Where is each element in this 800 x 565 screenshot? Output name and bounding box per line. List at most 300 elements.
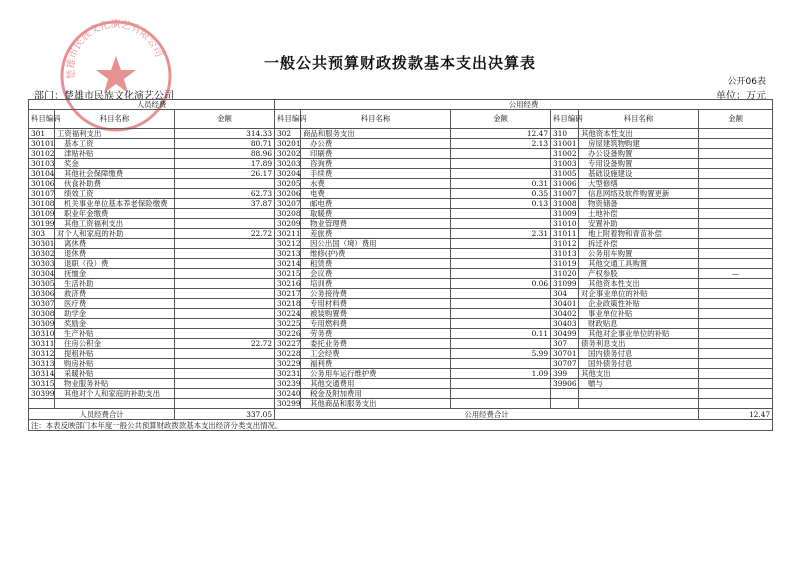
cell-amount-2: [451, 339, 551, 349]
table-row: [29, 229, 773, 239]
cell-name-1: 工资福利支出: [55, 129, 175, 139]
cell-code-1: [29, 399, 55, 409]
cell-name-1: 基本工资: [55, 139, 175, 149]
cell-amount-1: 314.33: [175, 129, 275, 139]
cell-code-1: 30302: [29, 249, 55, 259]
cell-amount-3: [699, 199, 773, 209]
cell-name-3: 基础设施建设: [579, 169, 699, 179]
cell-name-3: 地上附着物和青苗补偿: [579, 229, 699, 239]
table-row: [29, 389, 773, 399]
cell-code-1: 30101: [29, 139, 55, 149]
cell-name-1: 物业服务补贴: [55, 379, 175, 389]
cell-name-2: 电费: [301, 189, 451, 199]
cell-amount-1: 22.72: [175, 339, 275, 349]
cell-code-3: 31006: [551, 179, 579, 189]
cell-code-3: 399: [551, 369, 579, 379]
cell-amount-3: [699, 399, 773, 409]
cell-name-1: 医疗费: [55, 299, 175, 309]
table-row: [29, 149, 773, 159]
cell-code-1: 30306: [29, 289, 55, 299]
table-row: [29, 139, 773, 149]
cell-name-1: 救济费: [55, 289, 175, 299]
cell-amount-3: [699, 249, 773, 259]
cell-name-3: 其他资本性支出: [579, 129, 699, 139]
cell-amount-1: 17.89: [175, 159, 275, 169]
cell-amount-1: [175, 329, 275, 339]
cell-name-3: 赠与: [579, 379, 699, 389]
cell-amount-2: 12.47: [451, 129, 551, 139]
cell-name-1: 机关事业单位基本养老保险缴费: [55, 199, 175, 209]
cell-amount-2: 0.06: [451, 279, 551, 289]
cell-amount-1: [175, 259, 275, 269]
cell-name-1: 抚恤金: [55, 269, 175, 279]
note-row: [29, 420, 773, 431]
cell-code-2: 30299: [275, 399, 301, 409]
cell-name-3: 财政贴息: [579, 319, 699, 329]
header-amount-1: 金额: [175, 110, 275, 129]
cell-amount-2: [451, 309, 551, 319]
cell-name-2: 物业管理费: [301, 219, 451, 229]
cell-amount-1: [175, 179, 275, 189]
public-group-header: 公用经费: [275, 100, 773, 110]
cell-amount-2: [451, 289, 551, 299]
table-row: [29, 169, 773, 179]
cell-name-2: 培训费: [301, 279, 451, 289]
cell-name-1: 对个人和家庭的补助: [55, 229, 175, 239]
header-code-3: 科目编码: [551, 110, 579, 129]
cell-amount-3: [699, 219, 773, 229]
cell-amount-2: [451, 389, 551, 399]
cell-amount-2: 2.31: [451, 229, 551, 239]
cell-amount-2: [451, 399, 551, 409]
cell-amount-1: [175, 319, 275, 329]
cell-amount-3: [699, 379, 773, 389]
cell-code-1: 30109: [29, 209, 55, 219]
cell-name-2: 劳务费: [301, 329, 451, 339]
cell-amount-1: 26.17: [175, 169, 275, 179]
cell-code-3: 30401: [551, 299, 579, 309]
cell-amount-3: [699, 259, 773, 269]
cell-code-1: 30108: [29, 199, 55, 209]
cell-code-2: 30218: [275, 299, 301, 309]
cell-amount-3: [699, 169, 773, 179]
cell-code-3: 31005: [551, 169, 579, 179]
cell-amount-3: [699, 309, 773, 319]
cell-code-1: 30309: [29, 319, 55, 329]
cell-name-2: 其他交通费用: [301, 379, 451, 389]
cell-name-3: 物资储备: [579, 199, 699, 209]
cell-name-2: 福利费: [301, 359, 451, 369]
cell-name-3: 其他对企事业单位的补贴: [579, 329, 699, 339]
cell-code-1: 30313: [29, 359, 55, 369]
header-code-2: 科目编码: [275, 110, 301, 129]
cell-code-2: 30211: [275, 229, 301, 239]
personnel-total-label: 人员经费合计: [29, 409, 175, 420]
cell-amount-1: [175, 279, 275, 289]
cell-amount-2: [451, 319, 551, 329]
cell-amount-2: 5.99: [451, 349, 551, 359]
cell-name-3: 安置补助: [579, 219, 699, 229]
cell-amount-2: [451, 239, 551, 249]
cell-amount-3: [699, 129, 773, 139]
cell-amount-3: [699, 189, 773, 199]
cell-name-3: 其他支出: [579, 369, 699, 379]
cell-amount-1: [175, 249, 275, 259]
cell-name-3: 其他交通工具购置: [579, 259, 699, 269]
cell-amount-2: [451, 359, 551, 369]
cell-amount-3: [699, 359, 773, 369]
cell-code-2: 30203: [275, 159, 301, 169]
cell-code-1: 30103: [29, 159, 55, 169]
cell-code-3: 31012: [551, 239, 579, 249]
cell-name-2: 公务用车运行维护费: [301, 369, 451, 379]
cell-code-1: 30106: [29, 179, 55, 189]
cell-amount-2: [451, 269, 551, 279]
cell-amount-3: [699, 179, 773, 189]
cell-name-2: 印刷费: [301, 149, 451, 159]
cell-code-2: 30227: [275, 339, 301, 349]
table-row: [29, 199, 773, 209]
table-row: [29, 249, 773, 259]
cell-amount-1: [175, 219, 275, 229]
cell-code-3: [551, 399, 579, 409]
cell-name-1: 购房补贴: [55, 359, 175, 369]
header-name-1: 科目名称: [55, 110, 175, 129]
cell-code-3: 31011: [551, 229, 579, 239]
department-label: 部门：: [34, 91, 64, 102]
cell-name-2: 被装购置费: [301, 309, 451, 319]
cell-name-1: 奖金: [55, 159, 175, 169]
cell-name-3: 产权参股: [579, 269, 699, 279]
cell-name-1: 住房公积金: [55, 339, 175, 349]
cell-amount-1: [175, 269, 275, 279]
cell-amount-1: 88.96: [175, 149, 275, 159]
cell-name-1: 生活补助: [55, 279, 175, 289]
cell-code-2: 30212: [275, 239, 301, 249]
expenditure-table: [28, 99, 773, 431]
cell-name-2: 专用燃料费: [301, 319, 451, 329]
cell-name-1: 离休费: [55, 239, 175, 249]
cell-amount-1: [175, 399, 275, 409]
cell-amount-3: [699, 299, 773, 309]
cell-code-1: 30307: [29, 299, 55, 309]
cell-amount-2: [451, 299, 551, 309]
table-row: [29, 359, 773, 369]
cell-name-3: 国内债务付息: [579, 349, 699, 359]
cell-code-1: 30107: [29, 189, 55, 199]
cell-code-3: 310: [551, 129, 579, 139]
cell-name-1: 津贴补贴: [55, 149, 175, 159]
table-row: [29, 219, 773, 229]
cell-code-2: 30231: [275, 369, 301, 379]
cell-code-2: 30215: [275, 269, 301, 279]
cell-code-2: 30225: [275, 319, 301, 329]
cell-name-3: 国外债务付息: [579, 359, 699, 369]
cell-name-1: 伙食补助费: [55, 179, 175, 189]
cell-amount-1: 62.73: [175, 189, 275, 199]
cell-name-2: 专用材料费: [301, 299, 451, 309]
cell-code-2: 30209: [275, 219, 301, 229]
cell-name-1: 采暖补贴: [55, 369, 175, 379]
cell-amount-1: [175, 379, 275, 389]
cell-amount-1: 22.72: [175, 229, 275, 239]
cell-name-2: 邮电费: [301, 199, 451, 209]
cell-name-3: 土地补偿: [579, 209, 699, 219]
header-name-2: 科目名称: [301, 110, 451, 129]
cell-code-2: 30240: [275, 389, 301, 399]
cell-name-1: 其他社会保障缴费: [55, 169, 175, 179]
cell-amount-2: [451, 209, 551, 219]
table-row: [29, 299, 773, 309]
cell-amount-1: [175, 389, 275, 399]
cell-code-3: 30499: [551, 329, 579, 339]
cell-code-2: 30217: [275, 289, 301, 299]
table-code: 公开06表: [727, 77, 766, 87]
cell-amount-3: [699, 239, 773, 249]
cell-code-1: 30310: [29, 329, 55, 339]
cell-name-3: 公务用车购置: [579, 249, 699, 259]
cell-amount-2: [451, 219, 551, 229]
cell-code-1: 30104: [29, 169, 55, 179]
cell-code-2: 30224: [275, 309, 301, 319]
cell-name-3: 事业单位补贴: [579, 309, 699, 319]
cell-code-2: 30205: [275, 179, 301, 189]
table-row: [29, 369, 773, 379]
cell-code-2: 30216: [275, 279, 301, 289]
cell-name-2: 其他商品和服务支出: [301, 399, 451, 409]
cell-amount-1: [175, 309, 275, 319]
table-row: [29, 239, 773, 249]
unit-label: 单位：万元: [716, 91, 766, 102]
public-total-label: 公用经费合计: [275, 409, 699, 420]
cell-name-3: 企业政策性补贴: [579, 299, 699, 309]
table-row: [29, 179, 773, 189]
cell-code-2: 30239: [275, 379, 301, 389]
cell-name-1: 助学金: [55, 309, 175, 319]
cell-code-3: 31009: [551, 209, 579, 219]
cell-code-3: 31099: [551, 279, 579, 289]
cell-code-3: 31013: [551, 249, 579, 259]
cell-name-2: 税金及附加费用: [301, 389, 451, 399]
cell-code-3: 307: [551, 339, 579, 349]
cell-code-3: 31001: [551, 139, 579, 149]
cell-code-2: 30208: [275, 209, 301, 219]
cell-code-1: 30199: [29, 219, 55, 229]
cell-code-1: 30305: [29, 279, 55, 289]
cell-amount-2: 0.11: [451, 329, 551, 339]
cell-amount-1: 37.87: [175, 199, 275, 209]
cell-amount-1: [175, 349, 275, 359]
cell-amount-1: [175, 209, 275, 219]
cell-code-3: 31008: [551, 199, 579, 209]
table-row: [29, 259, 773, 269]
cell-name-2: 租赁费: [301, 259, 451, 269]
cell-code-3: 31019: [551, 259, 579, 269]
cell-code-1: 30399: [29, 389, 55, 399]
cell-code-2: 30204: [275, 169, 301, 179]
table-row: [29, 209, 773, 219]
cell-name-2: 差旅费: [301, 229, 451, 239]
cell-code-3: 31003: [551, 159, 579, 169]
cell-code-1: 30301: [29, 239, 55, 249]
cell-name-1: 其他对个人和家庭的补助支出: [55, 389, 175, 399]
cell-amount-2: 0.31: [451, 179, 551, 189]
page-title: 一般公共预算财政拨款基本支出决算表: [263, 54, 536, 72]
cell-name-2: 取暖费: [301, 209, 451, 219]
cell-code-1: 30304: [29, 269, 55, 279]
cell-code-3: 31020: [551, 269, 579, 279]
cell-code-2: 30201: [275, 139, 301, 149]
cell-code-3: 304: [551, 289, 579, 299]
cell-name-1: 退职（役）费: [55, 259, 175, 269]
totals-row: [29, 409, 773, 420]
cell-name-1: 奖励金: [55, 319, 175, 329]
cell-amount-2: [451, 159, 551, 169]
cell-amount-3: [699, 139, 773, 149]
cell-code-2: 30206: [275, 189, 301, 199]
cell-amount-3: [699, 369, 773, 379]
cell-code-3: 39906: [551, 379, 579, 389]
cell-amount-3: [699, 319, 773, 329]
table-row: [29, 319, 773, 329]
cell-amount-1: 80.71: [175, 139, 275, 149]
cell-code-1: 30102: [29, 149, 55, 159]
table-row: [29, 349, 773, 359]
table-row: [29, 129, 773, 139]
cell-amount-3: —: [699, 269, 773, 279]
cell-code-1: 30303: [29, 259, 55, 269]
cell-name-2: 公务接待费: [301, 289, 451, 299]
cell-name-2: 水费: [301, 179, 451, 189]
cell-amount-3: [699, 149, 773, 159]
cell-name-3: [579, 399, 699, 409]
table-row: [29, 289, 773, 299]
cell-code-3: 30403: [551, 319, 579, 329]
table-row: [29, 159, 773, 169]
header-amount-2: 金额: [451, 110, 551, 129]
cell-name-2: 因公出国（境）费用: [301, 239, 451, 249]
table-row: [29, 279, 773, 289]
cell-name-2: 维修(护)费: [301, 249, 451, 259]
cell-amount-1: [175, 289, 275, 299]
cell-name-2: 商品和服务支出: [301, 129, 451, 139]
cell-code-1: 30311: [29, 339, 55, 349]
cell-name-3: 大型修缮: [579, 179, 699, 189]
cell-name-2: 办公费: [301, 139, 451, 149]
cell-code-2: 30214: [275, 259, 301, 269]
cell-amount-1: [175, 239, 275, 249]
cell-name-3: [579, 389, 699, 399]
cell-amount-3: [699, 389, 773, 399]
cell-name-3: 房屋建筑物购建: [579, 139, 699, 149]
cell-code-3: 31010: [551, 219, 579, 229]
cell-amount-3: [699, 349, 773, 359]
table-row: [29, 309, 773, 319]
cell-name-3: 其他资本性支出: [579, 279, 699, 289]
cell-name-3: 专用设备购置: [579, 159, 699, 169]
cell-amount-3: [699, 229, 773, 239]
cell-amount-3: [699, 279, 773, 289]
cell-name-3: 债务利息支出: [579, 339, 699, 349]
cell-name-3: 办公设备购置: [579, 149, 699, 159]
cell-name-2: 会议费: [301, 269, 451, 279]
cell-code-3: [551, 389, 579, 399]
header-name-3: 科目名称: [579, 110, 699, 129]
table-note: 注：本表反映部门本年度一般公共预算财政拨款基本支出经济分类支出情况。: [29, 420, 773, 431]
cell-code-1: 303: [29, 229, 55, 239]
cell-name-1: 退休费: [55, 249, 175, 259]
cell-code-2: 302: [275, 129, 301, 139]
cell-amount-3: [699, 339, 773, 349]
cell-name-2: 咨询费: [301, 159, 451, 169]
cell-code-2: 30202: [275, 149, 301, 159]
cell-amount-2: [451, 149, 551, 159]
header-code-1: 科目编码: [29, 110, 55, 129]
table-row: [29, 329, 773, 339]
cell-code-1: 30312: [29, 349, 55, 359]
cell-name-1: [55, 399, 175, 409]
cell-code-3: 31002: [551, 149, 579, 159]
cell-code-2: 30228: [275, 349, 301, 359]
cell-code-1: 30314: [29, 369, 55, 379]
cell-code-3: 30402: [551, 309, 579, 319]
cell-name-1: 职业年金缴费: [55, 209, 175, 219]
cell-amount-2: 2.13: [451, 139, 551, 149]
cell-amount-2: [451, 259, 551, 269]
cell-name-1: 其他工资福利支出: [55, 219, 175, 229]
cell-code-1: 301: [29, 129, 55, 139]
cell-name-3: 对企事业单位的补贴: [579, 289, 699, 299]
cell-amount-2: [451, 169, 551, 179]
cell-name-2: 委托业务费: [301, 339, 451, 349]
table-row: [29, 379, 773, 389]
cell-amount-3: [699, 209, 773, 219]
department-name: 楚雄市民族文化演艺公司: [64, 91, 174, 102]
cell-code-2: 30226: [275, 329, 301, 339]
personnel-group-header: 人员经费: [29, 100, 275, 110]
cell-amount-2: 0.35: [451, 189, 551, 199]
cell-name-2: 手续费: [301, 169, 451, 179]
cell-amount-3: [699, 329, 773, 339]
cell-amount-2: 1.09: [451, 369, 551, 379]
cell-code-3: 31007: [551, 189, 579, 199]
table-row: [29, 339, 773, 349]
cell-amount-1: [175, 359, 275, 369]
cell-code-3: 30701: [551, 349, 579, 359]
cell-code-3: 30707: [551, 359, 579, 369]
cell-code-2: 30207: [275, 199, 301, 209]
table-row: [29, 269, 773, 279]
cell-amount-1: [175, 369, 275, 379]
cell-code-1: 30315: [29, 379, 55, 389]
public-total-value: 12.47: [699, 409, 773, 420]
table-row: [29, 399, 773, 409]
cell-code-1: 30308: [29, 309, 55, 319]
svg-text:楚雄市民族文化演艺有限公司: 楚雄市民族文化演艺有限公司: [65, 19, 165, 80]
cell-amount-2: [451, 379, 551, 389]
cell-amount-3: [699, 159, 773, 169]
cell-amount-1: [175, 299, 275, 309]
cell-name-3: 拆迁补偿: [579, 239, 699, 249]
table-row: [29, 189, 773, 199]
header-amount-3: 金额: [699, 110, 773, 129]
cell-amount-3: [699, 289, 773, 299]
cell-name-1: 生产补贴: [55, 329, 175, 339]
cell-amount-2: [451, 249, 551, 259]
cell-name-2: 工会经费: [301, 349, 451, 359]
cell-name-1: 提租补贴: [55, 349, 175, 359]
cell-name-1: 绩效工资: [55, 189, 175, 199]
